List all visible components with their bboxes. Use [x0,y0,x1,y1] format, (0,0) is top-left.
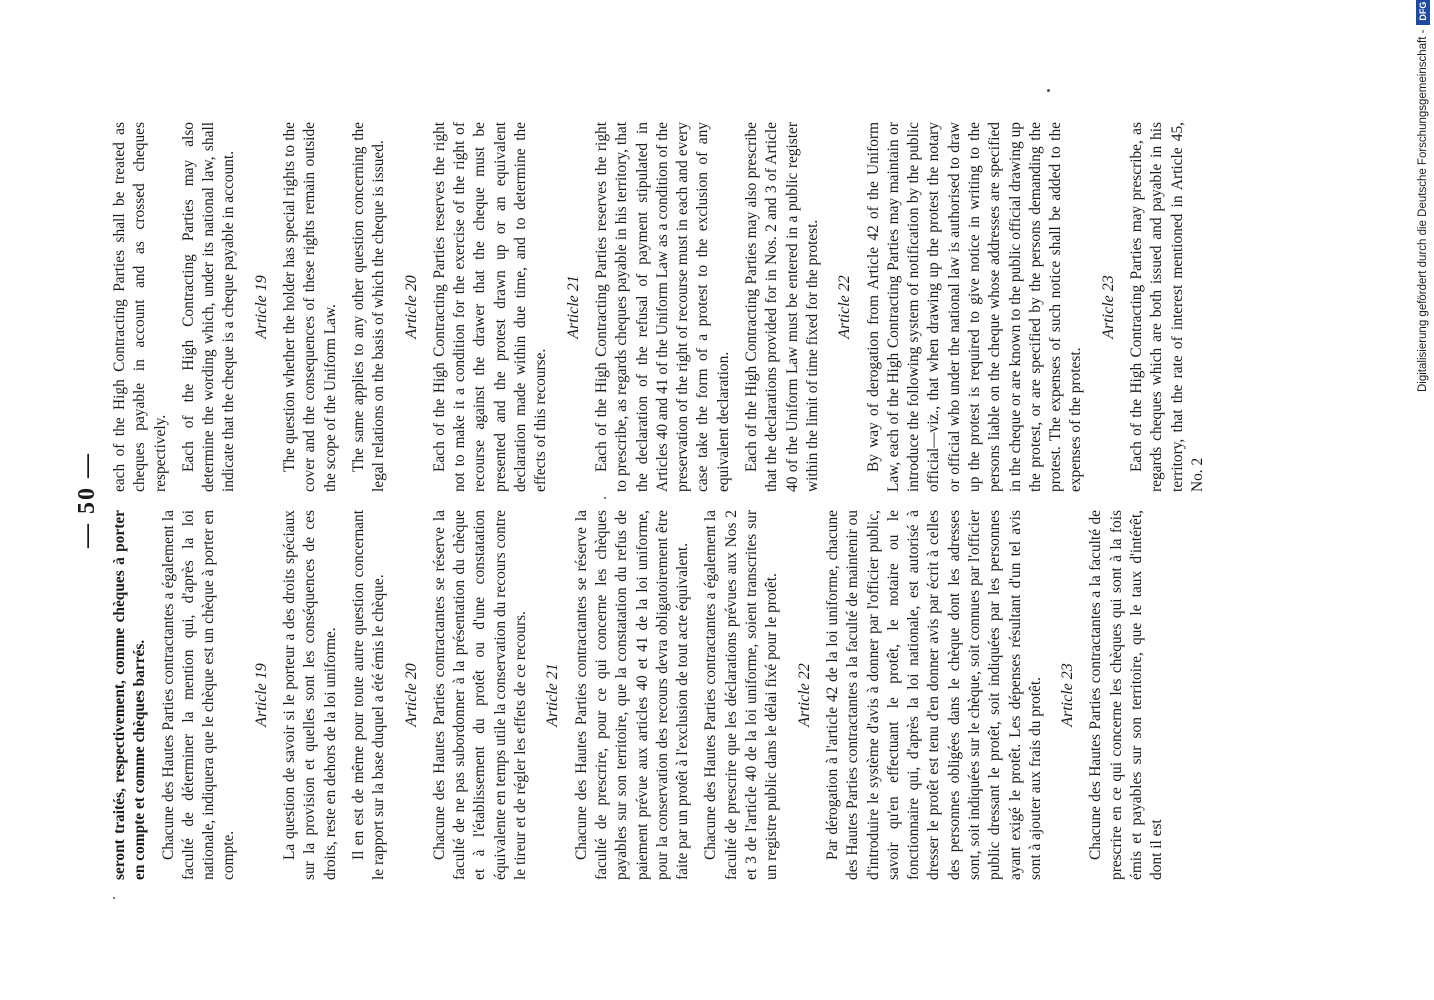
paragraph: Each of the High Contracting Parties reserves the right not to make it a condition for the exercise of the right of recourse against the drawer that the cheque must be presented and the protest drawn up or an equivalent declaration made within due time, and to determine the effects of this recourse. [430,122,550,492]
page-number: — 50 — [74,452,100,548]
paragraph: Chacune des Hautes Parties contractantes se réserve la faculté de ne pas subordonner à la présentation du chèque et à l'établissement du protêt ou d'une constatation équivalente en temps utile la conservation du recours contre le tireur et de régler les effets de ce recours. [430,510,530,880]
article-heading: Article 22 [795,663,813,727]
article-heading: Article 20 [402,275,420,339]
paragraph: By way of derogation from Article 42 of the Uniform Law, each of the High Contracting Parties may maintain or introduce the following system of notification by the public official—viz., that when drawing up the protest the notary or official who under the national law is authorised to draw up the protest is required to give notice in writing to the persons liable on the cheque whose addresses are specified in the cheque or are known to the public official drawing up the protest, or are specified by the persons demanding the protest. The expenses of such notice shall be added to the expenses of the protest. [864,122,1085,492]
scan-speck [113,897,115,899]
paragraph: Chacune des Hautes Parties contractantes a la faculté de prescrire en ce qui concerne les chèques qui sont à la fois émis et payables sur son territoire, que le taux d'intérêt, dont il est [1087,510,1166,880]
paragraph: The question whether the holder has special rights to the cover and the consequences of these rights remain outside the scope of the Uniform Law. [281,122,339,492]
rotated-page [74,120,1280,880]
digitization-credit [1414,1,1432,392]
article-heading: Article 19 [252,663,270,727]
paragraph: The same applies to any other question concerning the legal relations on the basis of which the cheque is issued. [349,122,388,492]
paragraph: seront traités, respectivement, comme chèques à porter en compte et comme chèques barrés. [111,510,149,880]
paragraph: each of the High Contracting Parties shall be treated as cheques payable in account and as crossed cheques respectively. [111,122,169,492]
scan-speck [1047,89,1050,92]
french-column [110,510,1176,880]
english-column [110,122,1216,492]
article-heading: Article 20 [402,663,420,727]
paragraph: Each of the High Contracting Parties may also prescribe that the declarations provided for in Nos. 2 and 3 of Article 40 of the Uniform Law must be entered in a public register within the limit of time fixed for the protest. [743,122,821,492]
paragraph: Par dérogation à l'article 42 de la loi uniforme, chacune des Hautes Parties contractantes a la faculté de maintenir ou d'introduire le système d'avis à donner par l'officier public, savoir qu'en effectuant le protêt, le notaire ou le fonctionnaire qui, d'après la loi nationale, est autorisé à dresser le protêt est tenu d'en donner avis par écrit à celles des personnes obligées dans le chèque dont les adresses sont, soit indiquées sur le chèque, soit connues par l'officier public dressant le protêt, soit indiquées par les personnes ayant exigé le protêt. Les dépenses résultant d'un tel avis sont à ajouter aux frais du protêt. [823,510,1044,880]
paragraph: La question de savoir si le porteur a des droits spéciaux sur la provision et quelles sont les conséquences de ces droits, reste en dehors de la loi uniforme. [281,510,339,880]
paragraph: Each of the High Contracting Parties may also determine the wording which, under its national law, shall indicate that the cheque is a cheque payable in account. [179,122,238,492]
paragraph: Each of the High Contracting Parties reserves the right to prescribe, as regards cheques payable in his territory, that the declaration of the refusal of payment stipulated in Articles 40 and 41 of the Uniform Law as a condition of the preservation of the right of recourse must in each and every case take the form of a protest to the exclusion of any equivalent declaration. [592,122,732,492]
article-heading: Article 21 [544,663,562,727]
scan-speck [604,497,606,499]
article-heading: Article 19 [252,275,270,339]
article-heading: Article 23 [1059,663,1077,727]
article-heading: Article 23 [1099,275,1117,339]
article-heading: Article 22 [836,275,854,339]
paragraph: Chacune des Hautes Parties contractantes a également la faculté de déterminer la mention qui, d'après la loi nationale, indiquera que le chèque est un chèque à porter en compte. [159,510,238,880]
paragraph: Chacune des Hautes Parties contractantes se réserve la faculté de prescrire, pour ce qui concerne les chèques payables sur son territoire, que la constatation du refus de paiement prévue aux articles 40 et 41 de la loi uniforme, pour la conservation des recours devra obligatoirement être faite par un protêt à l'exclusion de tout acte équivalent. [572,510,692,880]
paragraph: Chacune des Hautes Parties contractantes a également la faculté de prescrire que les déclarations prévues aux Nos 2 et 3 de l'article 40 de la loi uniforme, soient transcrites sur un registre public dans le délai fixé pour le protêt. [702,510,781,880]
paragraph: Each of the High Contracting Parties may prescribe, as regards cheques which are both issued and payable in his territory, that the rate of interest mentioned in Article 45, No. 2 [1128,122,1206,492]
paragraph: Il en est de même pour toute autre question concernant le rapport sur la base duquel a été émis le chèque. [349,510,388,880]
dfg-logo: DFG [1416,0,1430,25]
digitization-credit-text: Digitalisierung gefördert durch die Deutsche Forschungsgemeinschaft - [1417,29,1429,392]
article-heading: Article 21 [564,275,582,339]
